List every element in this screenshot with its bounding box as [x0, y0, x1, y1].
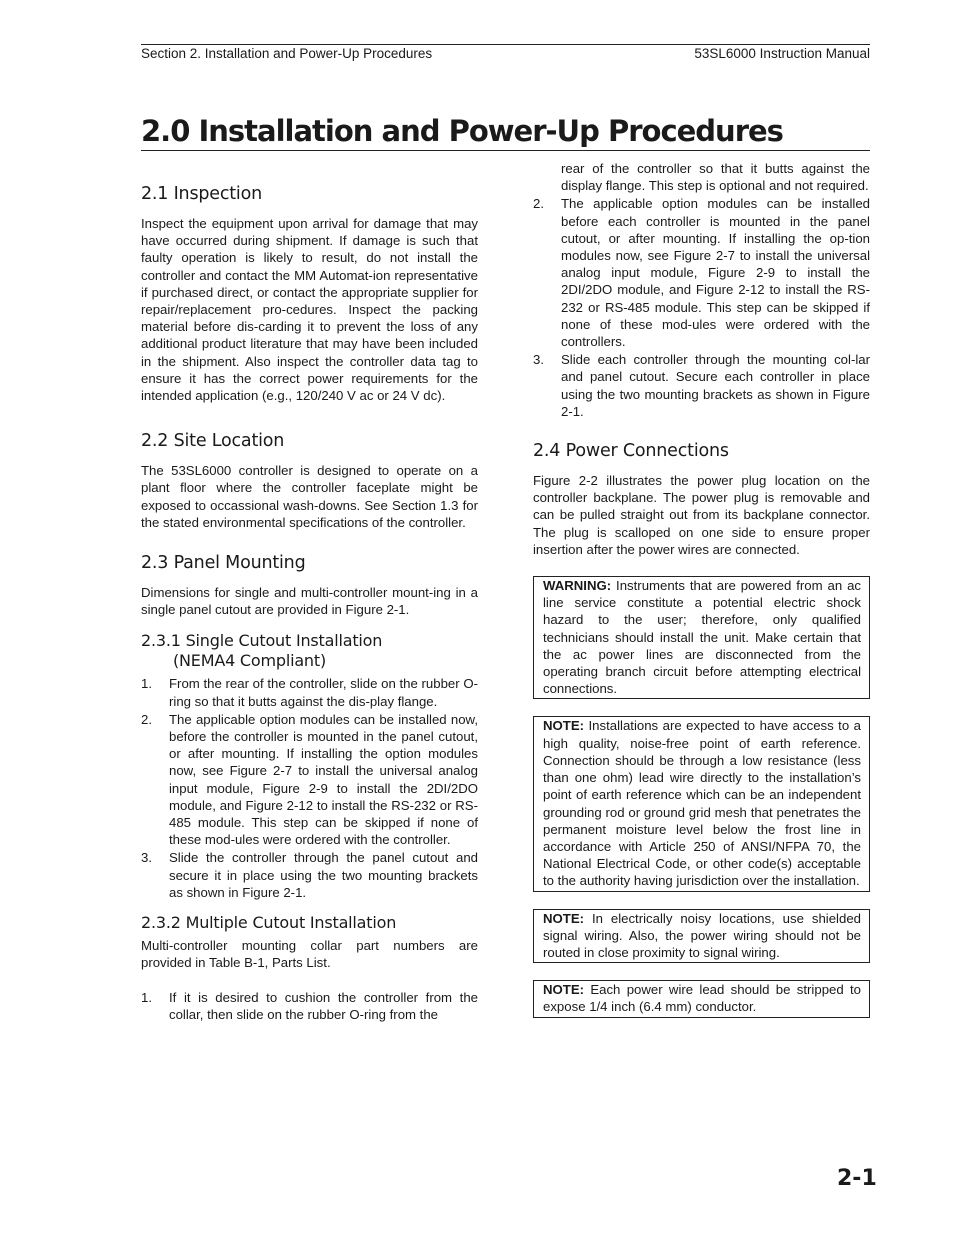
- note-text: Installations are expected to have access to a high quality, noise-free point of earth reference. Connection should be through a low resistance (less than one ohm) lead wire directly to the installation’s point of earth reference which can be an independent grounding rod or ground grid mesh that penetrates the permanent moisture level below the frost line in accordance with Article 250 of ANSI/NFPA 70, the National Electrical Code, or other code(s) acceptable to the authority having jurisdiction over the installation.: [543, 718, 861, 889]
- single-cutout-steps: [141, 675, 478, 901]
- list-item-continued: [533, 160, 870, 194]
- note-box-shielding: [533, 909, 870, 964]
- right-column: [533, 160, 870, 1035]
- list-text: Slide each controller through the mounting col-lar and panel cutout. Secure each controller in place using the two mounting brackets as shown in Figure 2-1.: [561, 352, 870, 419]
- list-item: [141, 711, 478, 849]
- warning-box: [533, 576, 870, 699]
- multiple-cutout-steps-continued: [533, 160, 870, 420]
- heading-inspection: 2.1 Inspection: [141, 184, 262, 204]
- note-text: Each power wire lead should be stripped to expose 1/4 inch (6.4 mm) conductor.: [543, 982, 861, 1015]
- paragraph-panel-mounting: Dimensions for single and multi-controller mount-ing in a single panel cutout are provided in Figure 2-1.: [141, 585, 478, 618]
- list-text: rear of the controller so that it butts against the display flange. This step is optional and not required.: [561, 161, 870, 194]
- note-text: In electrically noisy locations, use shielded signal wiring. Also, the power wiring should not be routed in close proximity to signal wiring.: [543, 910, 861, 960]
- warning-label: WARNING:: [543, 578, 612, 594]
- list-text: The applicable option modules can be installed now, before the controller is mounted in the panel cutout, or after mounting. If installing the option modules now, see Figure 2-7 to install the universal analog input module, Figure 2-9 to install the 2DI/2DO module, and Figure 2-12 to install the RS-232 or RS-485 module. This step can be skipped if none of these mod-ules were ordered with the controller.: [169, 711, 478, 848]
- list-item: [533, 195, 870, 350]
- note-label: NOTE:: [543, 982, 585, 998]
- note-label: NOTE:: [543, 910, 585, 926]
- header-section: Section 2. Installation and Power-Up Procedures: [141, 46, 433, 61]
- list-item: [141, 675, 478, 709]
- page-number: 2-1: [837, 1166, 877, 1191]
- list-number: 1.: [141, 989, 152, 1005]
- heading-power-connections: 2.4 Power Connections: [533, 441, 729, 462]
- list-item: [141, 989, 478, 1023]
- warning-text: Instruments that are powered from an ac line service constitute a potential electric shock hazard to the user; therefore, only qualified technicians should install the unit. Make certain that the ac power lines are disconnected from the operating branch circuit before attempting electrical connections.: [543, 578, 861, 697]
- paragraph-inspection: Inspect the equipment upon arrival for damage that may have occurred during shipment. If damage is such that faulty operation is likely to result, do not install the controller and contact the MM Automat-ion representative if purchased direct, or contact the appropriate supplier for repair/replacement pro-cedures. Inspect the packing material before dis-carding it to prevent the loss of any additional product literature that may have been included in the shipment. Also inspect the controller data tag to ensure it has the correct power requirements for the intended application (e.g., 120/240 V ac or 24 V dc).: [141, 216, 478, 404]
- heading-single-cutout: [141, 631, 478, 671]
- paragraph-power-connections: Figure 2-2 illustrates the power plug location on the controller backplane. The power plug is removable and can be pulled straight out from its backplane connector. The plug is scalloped on one side to ensure proper insertion after the power wires are connected.: [533, 473, 870, 557]
- list-text: If it is desired to cushion the controller from the collar, then slide on the rubber O-ring from the: [169, 989, 478, 1022]
- list-text: The applicable option modules can be installed before each controller is mounted in the panel cutout, or after mounting. If installing the op-tion modules now, see Figure 2-7 to install the universal analog input module, Figure 2-9 to install the 2DI/2DO module, and Figure 2-12 to install the RS-232 or RS-485 module. This step can be skipped if none of these mod-ules were ordered with the controllers.: [561, 196, 870, 350]
- list-text: From the rear of the controller, slide on the rubber O-ring so that it butts against the dis-play flange.: [169, 676, 478, 709]
- list-number: 2.: [141, 711, 152, 727]
- note-label: NOTE:: [543, 718, 585, 734]
- heading-site-location: 2.2 Site Location: [141, 431, 285, 452]
- list-number: 1.: [141, 676, 152, 692]
- list-number: 3.: [141, 850, 152, 866]
- page-title: 2.0 Installation and Power-Up Procedures: [141, 112, 870, 151]
- running-header: [141, 44, 870, 61]
- list-number: 3.: [533, 352, 544, 368]
- list-item: [141, 849, 478, 901]
- list-item: [533, 351, 870, 420]
- heading-multiple-cutout: 2.3.2 Multiple Cutout Installation: [141, 913, 397, 933]
- heading-single-cutout-line2: (NEMA4 Compliant): [173, 651, 326, 671]
- note-box-grounding: [533, 716, 870, 891]
- paragraph-multiple-cutout: Multi-controller mounting collar part numbers are provided in Table B-1, Parts List.: [141, 938, 478, 971]
- left-column: [141, 160, 478, 1024]
- heading-single-cutout-line1: 2.3.1 Single Cutout Installation: [141, 631, 383, 651]
- heading-panel-mounting: 2.3 Panel Mounting: [141, 553, 306, 574]
- multiple-cutout-steps-start: [141, 989, 478, 1023]
- list-number: 2.: [533, 196, 544, 212]
- list-text: Slide the controller through the panel cutout and secure it in place using the two mounting brackets as shown in Figure 2-1.: [169, 850, 478, 900]
- paragraph-site-location: The 53SL6000 controller is designed to operate on a plant floor where the controller faceplate might be exposed to occassional wash-downs. See Section 1.3 for the stated environmental specifications of the controller.: [141, 463, 478, 530]
- header-manual: 53SL6000 Instruction Manual: [694, 46, 870, 61]
- note-box-stripping: [533, 980, 870, 1017]
